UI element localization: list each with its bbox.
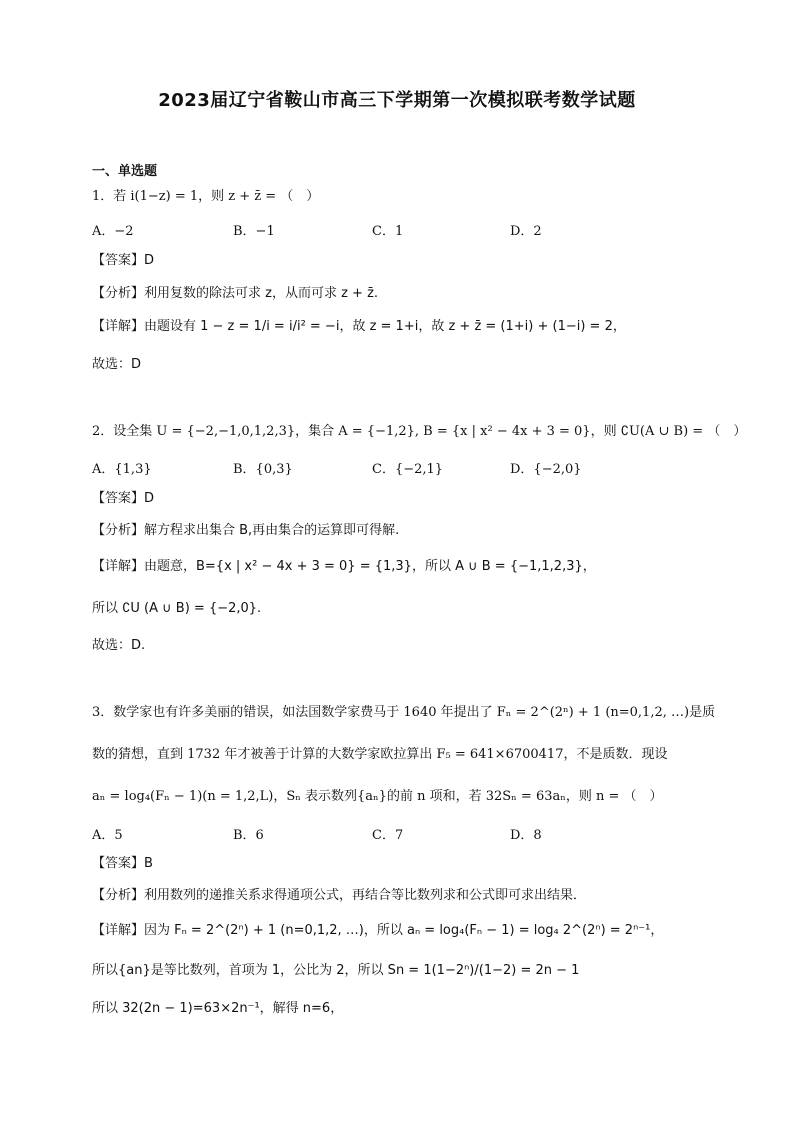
question-3-stem-3: aₙ = log₄(Fₙ − 1)(n = 1,2,L)，Sₙ 表示数列{aₙ}的前 n 项和，若 32Sₙ = 63aₙ，则 n = （ ） bbox=[92, 789, 663, 804]
question-2-choices bbox=[92, 458, 732, 476]
question-2-stem: 2．设全集 U = {−2,−1,0,1,2,3}，集合 A = {−1,2}, B = {x | x² − 4x + 3 = 0}，则 ∁U(A ∪ B) = （ ） bbox=[92, 424, 747, 439]
choice-b: B．−1 bbox=[233, 224, 275, 239]
question-2-conclusion: 故选：D. bbox=[92, 638, 146, 653]
choice-d: D．8 bbox=[510, 828, 542, 843]
question-3-answer: 【答案】B bbox=[92, 856, 153, 871]
choice-d: D．2 bbox=[510, 224, 542, 239]
choice-a: A．5 bbox=[92, 828, 123, 843]
question-2-analysis: 【分析】解方程求出集合 B,再由集合的运算即可得解. bbox=[92, 523, 400, 538]
choice-b: B．{0,3} bbox=[233, 462, 293, 477]
question-1-conclusion: 故选：D bbox=[92, 357, 142, 372]
question-2-answer: 【答案】D bbox=[92, 491, 155, 506]
choice-a: A．{1,3} bbox=[92, 462, 152, 477]
question-3-analysis: 【分析】利用数列的递推关系求得通项公式，再结合等比数列求和公式即可求出结果． bbox=[92, 888, 587, 903]
choice-a: A．−2 bbox=[92, 224, 134, 239]
choice-b: B．6 bbox=[233, 828, 264, 843]
choice-c: C．1 bbox=[372, 224, 404, 239]
question-2-detail: 【详解】由题意，B={x | x² − 4x + 3 = 0} = {1,3}，所以 A ∪ B = {−1,1,2,3}， bbox=[92, 559, 596, 574]
section-heading: 一、单选题 bbox=[92, 164, 158, 179]
question-3-detail-3: 所以 32(2n − 1)=63×2n⁻¹，解得 n=6， bbox=[92, 1001, 344, 1016]
question-3-stem-1: 3．数学家也有许多美丽的错误，如法国数学家费马于 1640 年提出了 Fₙ = 2^(2ⁿ) + 1 (n=0,1,2, …)是质 bbox=[92, 705, 716, 720]
question-3-choices bbox=[92, 824, 732, 842]
choice-d: D．{−2,0} bbox=[510, 462, 582, 477]
question-1-analysis: 【分析】利用复数的除法可求 z，从而可求 z + z̄. bbox=[92, 286, 379, 301]
page-title: 2023届辽宁省鞍山市高三下学期第一次模拟联考数学试题 bbox=[158, 90, 636, 111]
question-1-answer: 【答案】D bbox=[92, 253, 155, 268]
question-3-detail-2: 所以{an}是等比数列，首项为 1，公比为 2，所以 Sn = 1(1−2ⁿ)/(1−2) = 2n − 1 bbox=[92, 963, 580, 978]
question-1-stem: 1．若 i(1−z) = 1，则 z + z̄ = （ ） bbox=[92, 189, 320, 204]
question-3-stem-2: 数的猜想，直到 1732 年才被善于计算的大数学家欧拉算出 F₅ = 641×6700417，不是质数．现设 bbox=[92, 747, 668, 762]
question-1-detail: 【详解】由题设有 1 − z = 1/i = i/i² = −i，故 z = 1+i，故 z + z̄ = (1+i) + (1−i) = 2， bbox=[92, 319, 626, 334]
choice-c: C．7 bbox=[372, 828, 404, 843]
question-1-choices bbox=[92, 220, 732, 238]
choice-c: C．{−2,1} bbox=[372, 462, 444, 477]
question-2-detail-2: 所以 ∁U (A ∪ B) = {−2,0}. bbox=[92, 601, 262, 616]
question-3-detail: 【详解】因为 Fₙ = 2^(2ⁿ) + 1 (n=0,1,2, …)，所以 aₙ = log₄(Fₙ − 1) = log₄ 2^(2ⁿ) = 2ⁿ⁻¹， bbox=[92, 923, 664, 938]
